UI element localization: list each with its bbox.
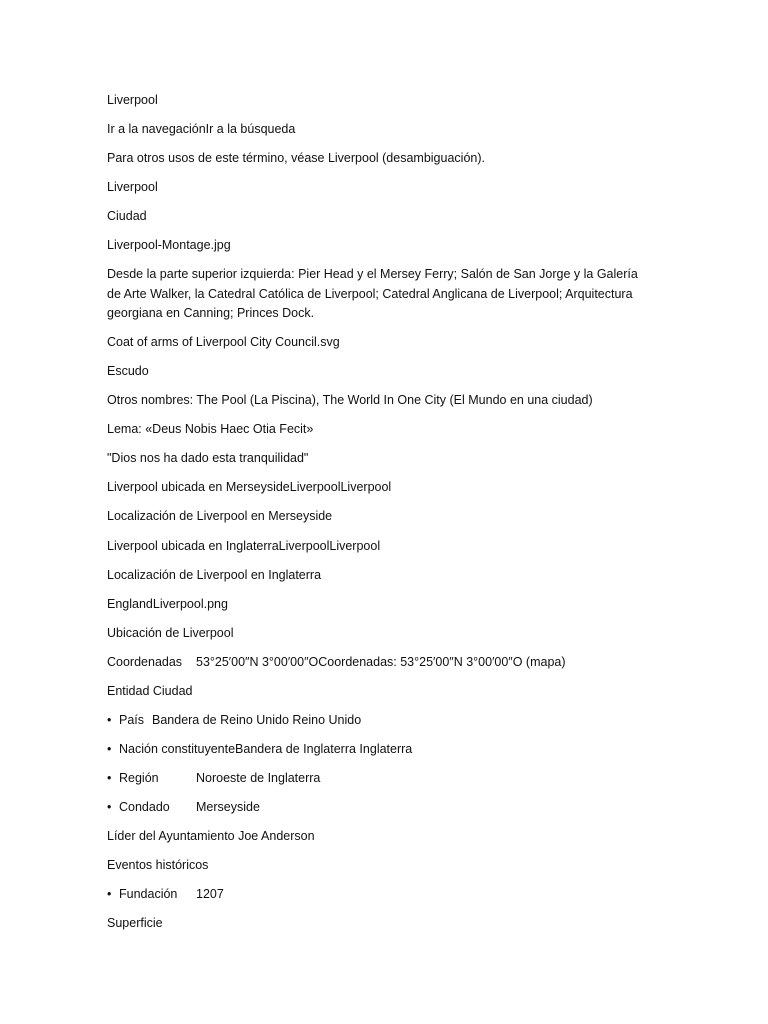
bullet-icon: • — [107, 771, 112, 785]
coordinates-row — [107, 653, 566, 673]
bullet-icon: • — [107, 800, 112, 814]
map-merseyside-title: Liverpool ubicada en MerseysideLiverpoolLiverpool — [107, 480, 392, 494]
motto: Lema: «Deus Nobis Haec Otia Fecit» — [107, 422, 314, 436]
county-label: Condado — [119, 800, 170, 814]
region-row — [107, 769, 321, 789]
constituent-nation-value: Bandera de Inglaterra Inglaterra — [235, 742, 413, 756]
historical-events-heading: Eventos históricos — [107, 858, 209, 872]
country-label: País — [119, 713, 145, 727]
montage-image-name: Liverpool-Montage.jpg — [107, 238, 231, 252]
county-row — [107, 798, 260, 818]
coat-of-arms-label: Escudo — [107, 364, 149, 378]
foundation-value: 1207 — [196, 887, 224, 901]
bullet-icon: • — [107, 742, 112, 756]
doc-title: Liverpool — [107, 93, 158, 107]
montage-caption: Desde la parte superior izquierda: Pier Head y el Mersey Ferry; Salón de San Jorge y la Galería de Arte Walker, la Catedral Católica de Liverpool; Catedral Anglicana de Liverpool; Arquitectura georgiana en Canning; Princes Dock. — [107, 267, 638, 320]
location-caption: Ubicación de Liverpool — [107, 626, 234, 640]
coat-of-arms-file: Coat of arms of Liverpool City Council.svg — [107, 335, 340, 349]
infobox-name: Liverpool — [107, 180, 158, 194]
constituent-nation-row — [107, 740, 412, 760]
constituent-nation-label: Nación constituyente — [119, 742, 236, 756]
coordinates-label: Coordenadas — [107, 655, 183, 669]
map-england-caption: Localización de Liverpool en Inglaterra — [107, 568, 322, 582]
country-row — [107, 711, 362, 731]
bullet-icon: • — [107, 713, 112, 727]
foundation-row — [107, 885, 224, 905]
infobox-type: Ciudad — [107, 209, 147, 223]
location-image-file: EnglandLiverpool.png — [107, 597, 228, 611]
skip-links[interactable]: Ir a la navegaciónIr a la búsqueda — [107, 122, 296, 136]
country-value: Bandera de Reino Unido Reino Unido — [152, 713, 362, 727]
entity-row: Entidad Ciudad — [107, 684, 193, 698]
bullet-icon: • — [107, 887, 112, 901]
foundation-label: Fundación — [119, 887, 178, 901]
council-leader-row: Líder del Ayuntamiento Joe Anderson — [107, 829, 315, 843]
area-heading: Superficie — [107, 916, 163, 930]
county-value: Merseyside — [196, 800, 260, 814]
disambiguation-note: Para otros usos de este término, véase Liverpool (desambiguación). — [107, 151, 485, 165]
region-value: Noroeste de Inglaterra — [196, 771, 321, 785]
map-england-title: Liverpool ubicada en InglaterraLiverpoolLiverpool — [107, 539, 381, 553]
region-label: Región — [119, 771, 159, 785]
other-names: Otros nombres: The Pool (La Piscina), The World In One City (El Mundo en una ciudad) — [107, 393, 593, 407]
coordinates-value[interactable]: 53°25′00″N 3°00′00″OCoordenadas: 53°25′00″N 3°00′00″O (mapa) — [196, 655, 566, 669]
motto-translation: "Dios nos ha dado esta tranquilidad" — [107, 451, 309, 465]
map-merseyside-caption: Localización de Liverpool en Merseyside — [107, 509, 333, 523]
